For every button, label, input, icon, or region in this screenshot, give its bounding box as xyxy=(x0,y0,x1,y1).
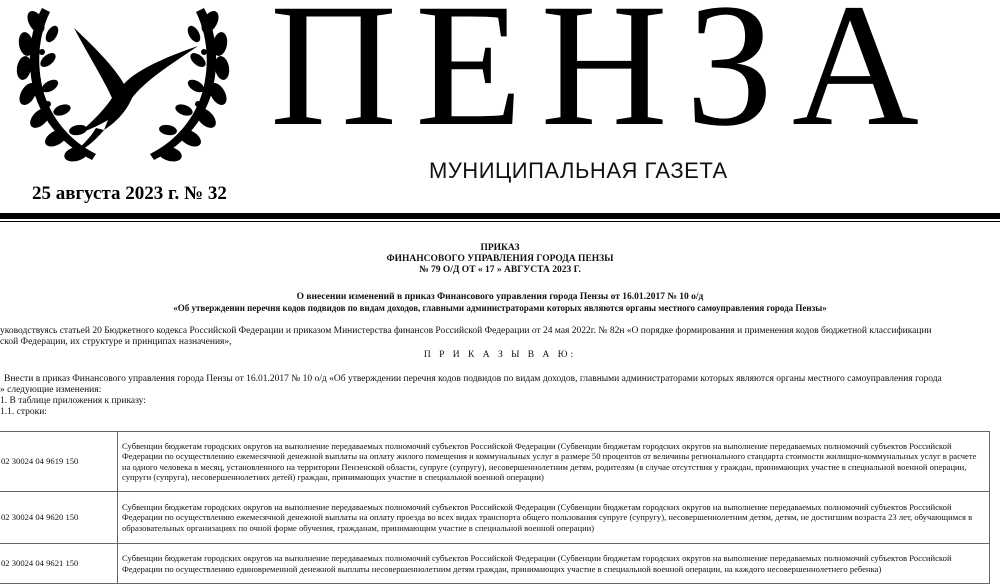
table-row xyxy=(0,432,990,492)
order-subject-quote: «Об утверждении перечня кодов подвидов по видам доходов, главными администраторами которых являются органы местного самоуправления города Пензы» xyxy=(173,303,827,313)
order-word: П Р И К А З Ы В А Ю: xyxy=(423,350,577,360)
table-row xyxy=(0,492,990,544)
income-code-cell: 02 30024 04 9620 150 xyxy=(0,492,118,544)
order-item-1: Внести в приказ Финансового управления города Пензы от 16.01.2017 № 10 о/д «Об утверждении перечня кодов подвидов по видам доходов, главными администраторами которых являются органы местного самоуправления города xyxy=(4,374,942,384)
table-row xyxy=(0,544,990,584)
masthead-divider-thick xyxy=(0,213,1000,219)
income-description-cell: Субвенции бюджетам городских округов на выполнение передаваемых полномочий субъектов Российской Федерации (Субвенции бюджетам городских округов на выполнение передаваемых полномочий субъектов Российской Федерации по осуществлению ежемесячной денежной выплаты на оплату жилого помещения и коммунальных услуг в размере 50 процентов от величины регионального стандарта стоимости жилищно-коммунальных услуг в расчете на одного человека в месяц, установленного на территории Пензенской области, супруге (супругу), несовершеннолетним детям, родителям (в случае отсутствия у граждан, принимающих участие в специальной военной операции, супруги (супруга), несовершеннолетних детей) граждан, принимающих участие в специальной военной операции) xyxy=(118,432,990,492)
newspaper-subtitle: МУНИЦИПАЛЬНАЯ ГАЗЕТА xyxy=(429,158,728,183)
order-item-1-1: 1. В таблице приложения к приказу: xyxy=(0,396,146,406)
order-item-1-1-1: 1.1. строки: xyxy=(0,407,47,417)
income-code-cell: 02 30024 04 9619 150 xyxy=(0,432,118,492)
swallow-wreath-emblem-icon xyxy=(12,0,234,180)
income-codes-table xyxy=(0,431,990,584)
newspaper-masthead xyxy=(0,0,1000,222)
newspaper-title: ПЕНЗА xyxy=(270,0,937,163)
issue-date-number: 25 августа 2023 г. № 32 xyxy=(32,183,227,204)
income-code-cell: 02 30024 04 9621 150 xyxy=(0,544,118,584)
order-subject: О внесении изменений в приказ Финансового управления города Пензы от 16.01.2017 № 10 о/д xyxy=(296,292,704,302)
order-item-1-cont: » следующие изменения: xyxy=(0,385,102,395)
preamble-line-2: ской Федерации, их структуре и принципах назначения», xyxy=(0,337,232,347)
masthead-divider-thin xyxy=(0,221,1000,222)
order-number: № 79 О/Д ОТ « 17 » АВГУСТА 2023 Г. xyxy=(419,265,581,275)
order-issuer: ФИНАНСОВОГО УПРАВЛЕНИЯ ГОРОДА ПЕНЗЫ xyxy=(386,254,614,264)
order-heading: ПРИКАЗ xyxy=(480,243,520,253)
income-description-cell: Субвенции бюджетам городских округов на выполнение передаваемых полномочий субъектов Российской Федерации (Субвенции бюджетам городских округов на выполнение передаваемых полномочий субъектов Российской Федерации по осуществлению ежемесячной денежной выплаты на оплату проезда во всех видах транспорта общего пользования супруге (супругу), несовершеннолетним детям, детям, не достигшим возраста 23 лет, обучающимся в образовательных организациях по очной форме обучения, гражданам, принимающим участие в специальной военной операции) xyxy=(118,492,990,544)
preamble-line-1: уководствуясь статьей 20 Бюджетного кодекса Российской Федерации и приказом Министерства финансов Российской Федерации от 24 мая 2022г. № 82н «О порядке формирования и применения кодов бюджетной классификации xyxy=(0,326,932,336)
income-description-cell: Субвенции бюджетам городских округов на выполнение передаваемых полномочий субъектов Российской Федерации (Субвенции бюджетам городских округов на выполнение передаваемых полномочий субъектов Российской Федерации по осуществлению единовременной денежной выплаты несовершеннолетним детям граждан, принимающих участие в специальной военной операции, на каждого несовершеннолетнего ребенка) xyxy=(118,544,990,584)
